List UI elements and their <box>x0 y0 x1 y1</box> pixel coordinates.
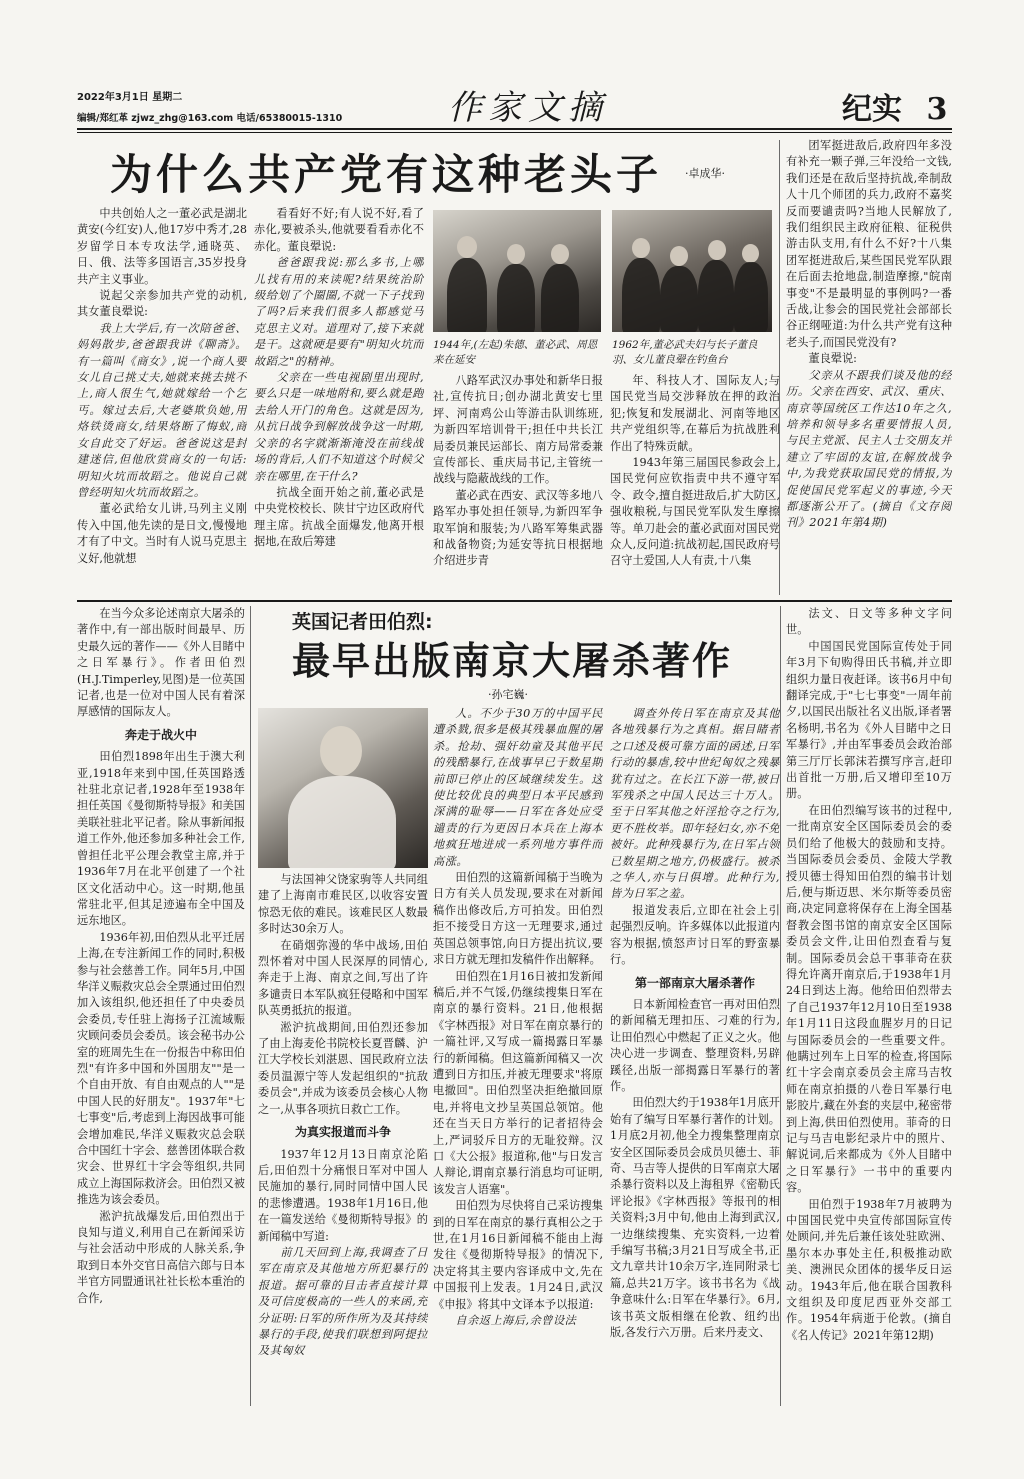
section-label: 纪实 <box>842 92 902 127</box>
body-paragraph: 1936年初,田伯烈从北平迁居上海,在专注新闻工作的同时,积极参与社会慈善工作。同年5月,中国华洋义赈救灾总会全票通过田伯烈加入该组织,他还担任了中央委员会委员,专任驻上海扬子江流域赈灾顾问委员会委员。该会秘书办公室的班周先生在一份报告中称田伯烈"有许多中国和外国朋友""是一个自由开放、有自由观点的人""是中国人民的好朋友"。1937年"七七事变"后,考虑到上海因战事可能会增加难民,华洋义赈救灾总会联合中国红十字会、慈善团体联合救灾会、世界红十字会等组织,共同成立上海国际救济会。田伯烈又被推选为该会委员。 <box>77 930 245 1207</box>
section-subheading: 为真实报道而斗争 <box>294 1125 391 1140</box>
figure-body <box>497 264 535 332</box>
photo-1944-leaders <box>433 210 601 332</box>
photo1-caption: 1944年,(左起)朱德、董必武、周恩来在延安 <box>433 339 598 366</box>
body-paragraph: 看看好不好;有人说不好,看了赤化,要被杀头,他就要看看赤化不赤化。董良翚说: <box>254 207 424 253</box>
quote-paragraph: 前几天回到上海,我调查了日军在南京及其他地方所犯暴行的报道。据可靠的目击者直接计算及可信度极高的一些人的来函,充分证明:日军的所作所为及其持续暴行的手段,使我们联想到阿提拉及其匈奴 <box>258 1245 428 1358</box>
column-divider <box>779 140 780 595</box>
article2-col5 <box>786 606 952 1406</box>
body-paragraph: 日本新闻检查官一再对田伯烈的新闻稿无理扣压、刁难的行为,让田伯烈心中燃起了正义之火。他决心进一步调查、整理资料,另辟蹊径,出版一部揭露日军暴行的著作。 <box>610 997 780 1093</box>
body-paragraph: 1943年第三届国民参政会上,国民党何应钦指责中共不遵守军令、政令,擅自挺进敌后,扩大防区,强收粮税,与国民党军队发生摩擦等。单刀赴会的董必武面对国民党众人,反问道:抗战初起,国民政府号召守土爱国,人人有责,十八集 <box>610 456 780 568</box>
body-paragraph: 中共创始人之一董必武是湖北黄安(今红安)人,他17岁中秀才,28岁留学日本专攻法学,通晓英、日、俄、法等多国语言,35岁投身共产主义事业。 <box>77 207 247 286</box>
body-paragraph: 董良翚说: <box>808 352 857 366</box>
photo2-caption: 1962年,董必武夫妇与长子董良羽、女儿董良翚在钓鱼台 <box>612 339 758 366</box>
figure-body <box>734 262 768 332</box>
body-paragraph: 团军挺进敌后,政府四年多没有补充一颗子弹,三年没给一文钱,我们还是在敌后坚持抗战,牵制敌人十几个师团的兵力,政府不嘉奖反而要谴责吗?当地人民解放了,我们组织民主政府征粮、征税供游击队支用,有什么不好?十八集团军挺进敌后,某些国民党军队跟在后面去抢地盘,制造摩擦,"皖南事变"不是最明显的事例吗?一番舌战,让参会的国民党社会部部长谷正纲哑道:为什么共产党有这种老头子,而国民党没有? <box>786 139 952 349</box>
body-paragraph: 法文、日文等多种文字问世。 <box>786 607 952 637</box>
photo-timperley <box>258 708 428 868</box>
figure-body <box>660 266 698 332</box>
photo-1962-family <box>612 210 772 332</box>
article1-col5 <box>786 138 952 596</box>
body-paragraph: 中国国民党国际宣传处于同年3月下旬购得田氏书稿,并立即组织力量日夜赶译。该书6月中旬翻译完成,于"七七事变"一周年前夕,以国民出版社名义出版,译者署名杨明,书名为《外人目睹中之日军暴行》,并由军事委员会政治部第三厅厅长郭沫若撰写序言,赶印出首批一万册,后又增印至10万册。 <box>786 639 952 801</box>
article1-author: ·卓成华· <box>685 167 725 180</box>
body-paragraph: 淞沪抗战期间,田伯烈还参加了由上海麦伦书院校长夏晋麟、沪江大学校长刘湛恩、国民政府立法委员温源宁等人发起组织的"抗敌委员会",并成为该委员会核心人物之一,从事各项抗日救亡工作。 <box>258 1020 428 1116</box>
article1-title: 为什么共产党有这种老头子 <box>110 150 663 199</box>
figure-body <box>622 258 660 332</box>
editor-line: 编辑/郑红革 zjwz_zhg@163.com 电话/65380015-1310 <box>77 113 343 124</box>
quote-paragraph: 自余返上海后,余曾设法 <box>455 1314 577 1328</box>
figure-head <box>457 236 477 258</box>
figure-body <box>541 264 579 332</box>
body-paragraph: 董必武给女儿讲,马列主义刚传入中国,他先读的是日文,慢慢地才有了中文。当时有人说马克思主义好,他就想 <box>77 502 247 565</box>
article2-author: ·孙宅巍· <box>488 688 528 701</box>
article2-kicker: 英国记者田伯烈: <box>292 611 433 633</box>
figure-head <box>551 244 569 264</box>
body-paragraph: 田伯烈的这篇新闻稿于当晚为日方有关人员发现,要求在对新闻稿作出修改后,方可拍发。田伯烈拒不接受日方这一无理要求,通过英国总领事馆,向日方提出抗议,要求日方就无理扣发稿件作出解释。 <box>433 871 603 967</box>
page-number: 3 <box>926 92 948 127</box>
body-paragraph: 说起父亲参加共产党的动机,其女董良翚说: <box>77 289 247 319</box>
article2-col2 <box>258 872 428 1406</box>
figure-head <box>742 244 759 263</box>
body-paragraph: 在硝烟弥漫的华中战场,田伯烈怀着对中国人民深厚的同情心,奔走于上海、南京之间,写出了许多谴责日本军队疯狂侵略和中国军队英勇抵抗的报道。 <box>258 938 428 1018</box>
article2-col3 <box>433 706 603 1406</box>
body-paragraph: 与法国神父饶家驹等人共同组建了上海南市难民区,以收容安置惊恐无依的难民。该难民区人数最多时达30余万人。 <box>258 873 428 936</box>
body-paragraph: 1937年12月13日南京沦陷后,田伯烈十分痛恨日军对中国人民施加的暴行,同时同情中国人民的悲惨遭遇。1938年1月16日,他在一篇发送给《曼彻斯特导报》的新闻稿中写道: <box>258 1147 428 1243</box>
body-paragraph: 在田伯烈编写该书的过程中,一批南京安全区国际委员会的委员们给了他极大的鼓励和支持。当国际委员会委员、金陵大学教授贝德士得知田伯烈的编书计划后,便与斯迈思、米尔斯等委员密商,决定同意将保存在上海全国基督教会图书馆的南京安全区国际委员会文件,让田伯烈查看与复制。国际委员会总干事菲奇在获得允许离开南京后,于1938年1月24日到达上海。他给田伯烈带去了自己1937年12月10日至1938年1月11日这段血腥岁月的日记与国际委员会的一些重要文件。他瞒过列车上日军的检查,将国际红十字会南京委员会主席马吉牧师在南京拍摄的八卷日军暴行电影胶片,藏在外套的夹层中,秘密带到上海,供田伯烈使用。菲奇的日记与马吉电影纪录片中的照片、解说词,后来都成为《外人目睹中之日军暴行》一书中的重要内容。 <box>786 803 952 1195</box>
section-name <box>842 84 947 128</box>
figure-head <box>632 238 650 258</box>
quote-paragraph: 我上大学后,有一次陪爸爸、妈妈散步,爸爸跟我讲《聊斋》。有一篇叫《商女》,说一个商人要女儿自己挑丈夫,她就来挑去挑不上,商人很生气,她就嫁给一个乞丐。嫁过去后,大老婆欺负她,用烙铁烫商女,结果烙断了悔蚁,商女自此交了好运。爸爸说这是封建迷信,但他欣赏商女的一句话:明知火坑而故蹈之。他说自己就曾经明知火坑而故蹈之。 <box>77 321 247 499</box>
body-paragraph: 田伯烈于1938年7月被聘为中国国民党中央宣传部国际宣传处顾问,并先后兼任该处驻欧洲、墨尔本办事处主任,积极推动欧美、澳洲民众团体的援华反日运动。1943年后,他在联合国教科文组织及印度尼西亚外交部工作。1954年病逝于伦敦。(摘自《名人传记》2021年第12期) <box>786 1197 952 1342</box>
body-paragraph: 在当今众多论述南京大屠杀的著作中,有一部出版时间最早、历史最久远的著作——《外人目睹中之日军暴行》。作者田伯烈(H.J.Timperley,见图)是一位英国记者,也是一位对中国人民有着深厚感情的国际友人。 <box>77 607 245 719</box>
quote-paragraph: 爸爸跟我说:那么多书,上哪儿找有用的来读呢?结果统治阶级给划了个圈圈,不就一下子找到了吗?后来我们很多人都感觉马克思主义对。道理对了,接下来就是干。这就硬是要有"明知火坑而故蹈之"的精神。 <box>254 256 424 368</box>
article2-col4 <box>610 706 780 1406</box>
figure-body <box>698 260 734 332</box>
body-paragraph: 董必武在西安、武汉等多地八路军办事处担任领导,为新四军争取军饷和服装;为八路军筹集武器和战备物资;为延安等抗日根据地介绍进步青 <box>433 488 603 568</box>
figure-head <box>320 726 362 776</box>
section-subheading: 第一部南京大屠杀著作 <box>634 975 755 990</box>
column-divider <box>780 606 781 1406</box>
figure-body <box>447 258 487 332</box>
article1-col2 <box>254 206 424 596</box>
figure-head <box>670 246 688 266</box>
figure-head <box>507 244 525 264</box>
body-paragraph: 田伯烈为尽快将自己采访搜集到的日军在南京的暴行真相公之于世,在1月16日新闻稿不能由上海发往《曼彻斯特导报》的情况下,决定将其主要内容译成中文,先在中国报刊上发表。1月24日,武汉《申报》将其中文译本予以报道: <box>433 1199 603 1311</box>
quote-paragraph: 父亲在一些电视剧里出现时,要么只是一味地附和,要么就是跑去给人开门的角色。这就是因为,从抗日战争到解放战争这一时期,父亲的名字就渐渐淹没在前线战场的背后,人们不知道这个时候父亲在哪里,在干什么? <box>254 371 424 483</box>
figure-body <box>288 776 396 868</box>
section-subheading: 奔走于战火中 <box>124 727 197 742</box>
masthead-rule <box>77 128 952 130</box>
quote-paragraph: 父亲从不跟我们谈及他的经历。父亲在西安、武汉、重庆、南京等国统区工作达10年之久,培养和领导多名重要情报人员,与民主党派、民主人士交朋友并建立了牢固的友谊,在解放战争中,为我党获取国民党的情报,为促使国民党军起义的事迹,今天都逐渐公开了。(摘自《文存阅刊》2021年第4期) <box>786 368 952 530</box>
body-paragraph: 淞沪抗战爆发后,田伯烈出于良知与道义,利用自己在新闻采访与社会活动中形成的人脉关系,争取到日本外交官日高信六郎与日本半官方同盟通讯社社长松本重治的合作, <box>77 1209 245 1305</box>
article-divider <box>77 600 952 602</box>
column-divider <box>250 606 251 1406</box>
body-paragraph: 报道发表后,立即在社会上引起强烈反响。许多媒体以此报道内容为根据,愤怒声讨日军的野蛮暴行。 <box>610 903 780 967</box>
figure-head <box>708 240 726 260</box>
body-paragraph: 八路军武汉办事处和新华日报社,宣传抗日;创办湖北黄安七里坪、河南鸡公山等游击队训练班,为新四军培训骨干;担任中共长江局委员兼民运部长、南方局常委兼宣传部长、重庆局书记,主管统一战线与隐蔽战线的工作。 <box>433 374 603 486</box>
quote-paragraph: 人。不少于30万的中国平民遭杀戮,很多是极其残暴血腥的屠杀。抢劫、强奸幼童及其他平民的残酷暴行,在战事早已于数星期前即已停止的区域继续发生。这使比较优良的典型日本平民感到深满的耻辱——日军在各处应受谴责的行为更因日本兵在上海本地疯狂地进成一系列地方事件而高涨。 <box>433 707 603 868</box>
article1-col1 <box>77 206 247 596</box>
issue-date: 2022年3月1日 星期二 <box>77 92 183 103</box>
quote-paragraph: 调查外传日军在南京及其他各地残暴行为之真相。据目睹者之口述及极可靠方面的函述,日军行动的暴虐,较中世纪匈奴之残暴犹有过之。在长江下游一带,被日军残杀之中国人民达三十万人。至于日军其他之奸淫抢夺之行为,更不胜枚举。即年轻妇女,亦不免被奸。此种残暴行为,在日军占领已数星期之地方,仍极盛行。被杀之华人,亦与日俱增。此种行为,皆为日军之羞。 <box>610 707 780 901</box>
newspaper-logo: 作家文摘 <box>448 88 608 128</box>
masthead-rule-thin <box>77 132 952 133</box>
body-paragraph: 田伯烈在1月16日被扣发新闻稿后,并不气馁,仍继续搜集日军在南京的暴行资料。21日,他根据《字林西报》对日军在南京暴行的一篇社评,又写成一篇揭露日军暴行的新闻稿。但这篇新闻稿又一次遭到日方扣压,并被无理要求"将原电撤回"。田伯烈坚决拒绝撤回原电,并将电文抄呈英国总领馆。他还在当天日方举行的记者招待会上,严词驳斥日方的无耻狡辩。汉口《大公报》报道称,他"与日发言人辩论,谓南京暴行消息均可证明,该发言人语塞"。 <box>433 969 603 1196</box>
article2-title: 最早出版南京大屠杀著作 <box>292 638 733 683</box>
body-paragraph: 田伯烈大约于1938年1月底开始有了编写日军暴行著作的计划。1月底2月初,他全力搜集整理南京安全区国际委员会成员贝德士、菲奇、马吉等人提供的日军南京大屠杀暴行资料以及上海租界《密勒氏评论报》《字林西报》等报刊的相关资料;3月中旬,他由上海到武汉,一边继续搜集、充实资料,一边着手编写书稿;3月21日写成全书,正文九章共计10余万字,连同附录七篇,总共21万字。该书书名为《战争意味什么:日军在华暴行》。6月,该书英文版相继在伦敦、纽约出版,各发行六万册。后来丹麦文、 <box>610 1096 780 1340</box>
article1-col3 <box>433 373 603 596</box>
body-paragraph: 年、科技人才、国际友人;与国民党当局交涉释放在押的政治犯;恢复和发展湖北、河南等地区共产党组织等,在幕后为抗战胜利作出了特殊贡献。 <box>610 374 780 453</box>
article2-col1 <box>77 606 245 1406</box>
body-paragraph: 田伯烈1898年出生于澳大利亚,1918年来到中国,任英国路透社驻北京记者,1928年至1938年担任英国《曼彻斯特导报》和美国美联社驻北平记者。除从事新闻报道工作外,他还参加多种社会工作,曾担任北平公理会教堂主席,并于1936年7月在北平创建了一个社区文化活动中心。这一时期,他虽常驻北平,但其足迹遍布全中国及远东地区。 <box>77 750 245 928</box>
body-paragraph: 抗战全面开始之前,董必武是中央党校校长、陕甘宁边区政府代理主席。抗战全面爆发,他离开根据地,在敌后筹建 <box>254 485 424 549</box>
article1-col4 <box>610 373 780 596</box>
